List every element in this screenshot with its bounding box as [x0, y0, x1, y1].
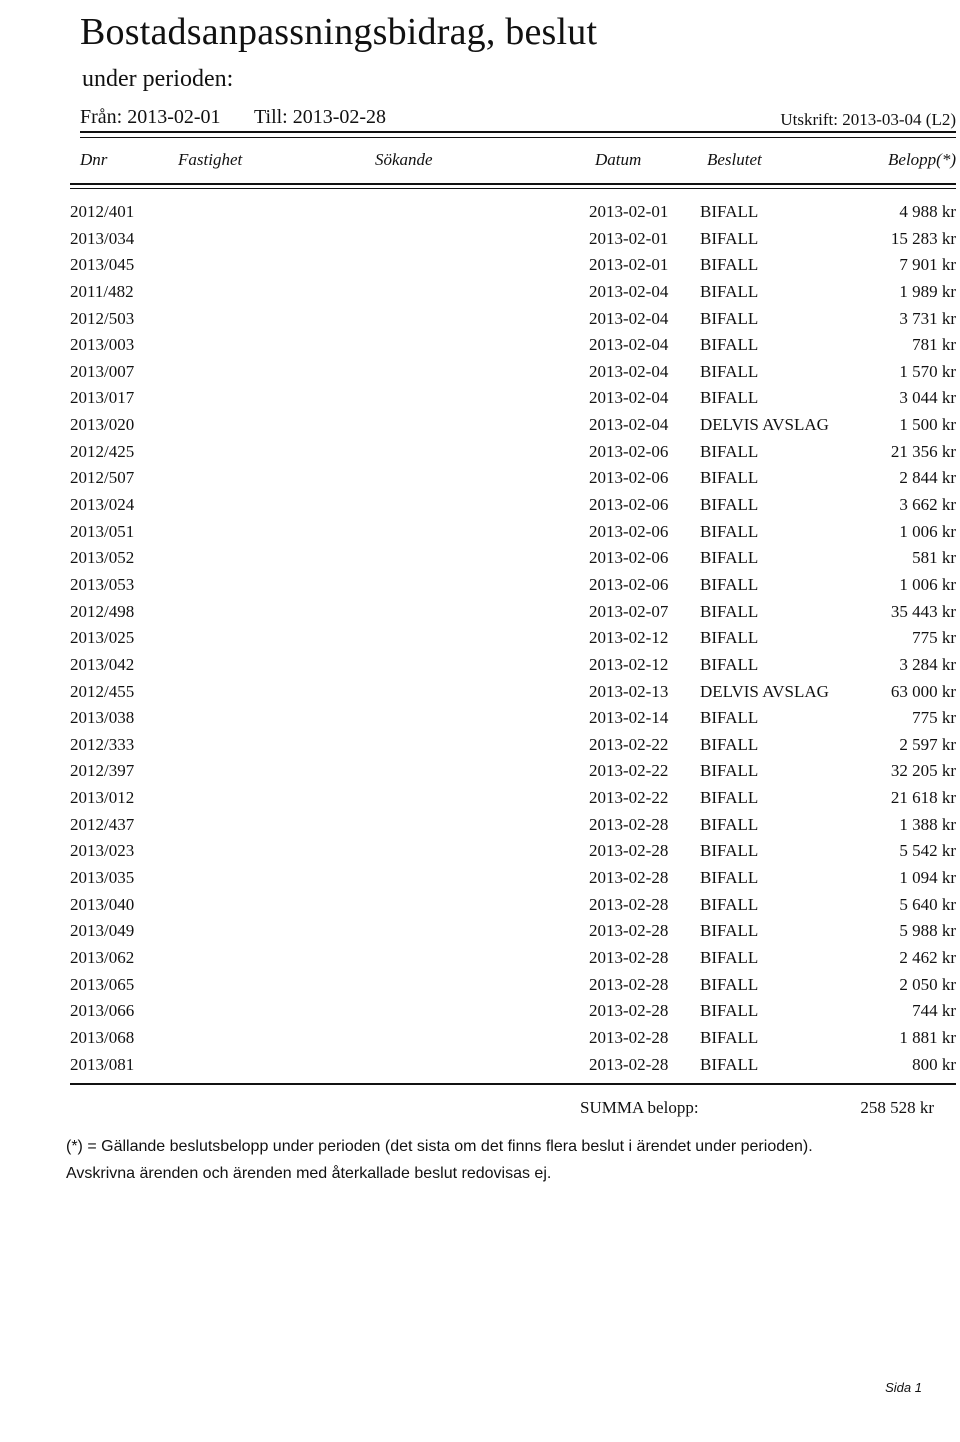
decision: DELVIS AVSLAG	[700, 415, 829, 435]
table-row	[70, 465, 956, 492]
decision: BIFALL	[700, 574, 759, 594]
case-number: 2013/003	[70, 335, 135, 355]
case-number: 2013/065	[70, 974, 135, 994]
decision: BIFALL	[700, 361, 759, 381]
decision-date: 2013-02-04	[589, 335, 669, 355]
case-number: 2012/401	[70, 202, 135, 221]
footnote-excluded-cases: Avskrivna ärenden och ärenden med återkallade beslut redovisas ej.	[66, 1165, 552, 1182]
table-row	[70, 359, 956, 386]
amount: 2 597 kr	[899, 734, 956, 754]
decision-date: 2013-02-04	[589, 388, 669, 408]
table-row	[70, 279, 956, 306]
header-sokande: Sökande	[375, 150, 433, 169]
decision: BIFALL	[700, 441, 759, 461]
amount: 35 443 kr	[890, 601, 956, 621]
decision: BIFALL	[700, 734, 759, 754]
case-number: 2013/024	[70, 495, 135, 515]
case-number: 2013/051	[70, 521, 135, 541]
case-number: 2013/081	[70, 1054, 135, 1074]
decision-date: 2013-02-28	[589, 894, 669, 914]
to-date: Till: 2013-02-28	[254, 106, 387, 128]
case-number: 2013/012	[70, 788, 135, 808]
decision-date: 2013-02-28	[589, 947, 669, 967]
decision-date: 2013-02-28	[589, 1001, 669, 1021]
amount: 775 kr	[912, 628, 956, 648]
case-number: 2013/023	[70, 841, 135, 861]
decision-date: 2013-02-06	[589, 495, 669, 515]
case-number: 2013/035	[70, 868, 135, 888]
amount: 4 988 kr	[899, 202, 956, 221]
decision: BIFALL	[700, 495, 759, 515]
amount: 1 388 kr	[899, 814, 956, 834]
decision-date: 2013-02-14	[589, 708, 669, 728]
table-row	[70, 785, 956, 812]
amount: 775 kr	[912, 708, 956, 728]
header-dnr: Dnr	[80, 150, 108, 169]
decision-date: 2013-02-04	[589, 281, 669, 301]
print-date: Utskrift: 2013-03-04 (L2)	[780, 110, 956, 129]
case-number: 2012/333	[70, 734, 135, 754]
table-row	[70, 306, 956, 333]
table-row	[70, 545, 956, 572]
header-rule-thin	[70, 188, 956, 189]
amount: 1 881 kr	[899, 1027, 956, 1047]
decision-date: 2013-02-28	[589, 814, 669, 834]
decision-date: 2013-02-12	[589, 628, 669, 648]
amount: 744 kr	[912, 1001, 956, 1021]
decision-date: 2013-02-01	[589, 202, 669, 221]
table-body	[70, 199, 956, 1078]
amount: 1 006 kr	[899, 521, 956, 541]
decision: BIFALL	[700, 548, 759, 568]
table-row	[70, 226, 956, 253]
decision: BIFALL	[700, 335, 759, 355]
table-row	[70, 332, 956, 359]
header-datum: Datum	[595, 150, 642, 169]
amount: 2 462 kr	[899, 947, 956, 967]
decision: BIFALL	[700, 1001, 759, 1021]
decision-date: 2013-02-22	[589, 734, 669, 754]
decision: BIFALL	[700, 255, 759, 275]
header-fastighet: Fastighet	[178, 150, 243, 169]
decision: BIFALL	[700, 654, 759, 674]
table-row	[70, 705, 956, 732]
decision: BIFALL	[700, 388, 759, 408]
header-rule	[70, 183, 956, 185]
amount: 1 500 kr	[899, 415, 956, 435]
decision: BIFALL	[700, 921, 759, 941]
page-title: Bostadsanpassningsbidrag, beslut	[80, 11, 598, 53]
header-beslutet: Beslutet	[707, 150, 762, 169]
case-number: 2012/455	[70, 681, 135, 701]
decision-date: 2013-02-28	[589, 1027, 669, 1047]
table-row	[70, 892, 956, 919]
table-row	[70, 625, 956, 652]
table-row	[70, 918, 956, 945]
case-number: 2013/020	[70, 415, 135, 435]
amount: 5 988 kr	[899, 921, 956, 941]
top-rule	[80, 131, 956, 133]
decision-date: 2013-02-28	[589, 868, 669, 888]
decision: BIFALL	[700, 974, 759, 994]
case-number: 2012/425	[70, 441, 135, 461]
decision-date: 2013-02-28	[589, 974, 669, 994]
table-row	[70, 838, 956, 865]
decision: BIFALL	[700, 868, 759, 888]
decision: BIFALL	[700, 788, 759, 808]
decision: BIFALL	[700, 841, 759, 861]
table-row	[70, 252, 956, 279]
decision: BIFALL	[700, 708, 759, 728]
table-row	[70, 998, 956, 1025]
amount: 781 kr	[912, 335, 956, 355]
case-number: 2013/045	[70, 255, 135, 275]
amount: 5 542 kr	[899, 841, 956, 861]
case-number: 2013/017	[70, 388, 135, 408]
decision-date: 2013-02-04	[589, 415, 669, 435]
amount: 1 094 kr	[899, 868, 956, 888]
amount: 7 901 kr	[899, 255, 956, 275]
table-row	[70, 1025, 956, 1052]
amount: 1 570 kr	[899, 361, 956, 381]
case-number: 2012/503	[70, 308, 135, 328]
amount: 1 989 kr	[899, 281, 956, 301]
sum-label: SUMMA belopp:	[580, 1098, 699, 1117]
table-row	[70, 652, 956, 679]
case-number: 2012/437	[70, 814, 135, 834]
amount: 800 kr	[912, 1054, 956, 1074]
amount: 1 006 kr	[899, 574, 956, 594]
case-number: 2013/053	[70, 574, 135, 594]
decision-date: 2013-02-06	[589, 521, 669, 541]
decision-date: 2013-02-06	[589, 441, 669, 461]
amount: 2 844 kr	[899, 468, 956, 488]
decision-date: 2013-02-22	[589, 788, 669, 808]
decision: BIFALL	[700, 228, 759, 248]
decision-date: 2013-02-01	[589, 255, 669, 275]
sum-rule	[70, 1083, 956, 1085]
decision-date: 2013-02-04	[589, 308, 669, 328]
decision-date: 2013-02-04	[589, 361, 669, 381]
amount: 5 640 kr	[899, 894, 956, 914]
decision: BIFALL	[700, 601, 759, 621]
header-belopp: Belopp(*)	[888, 150, 956, 169]
table-row	[70, 732, 956, 759]
table-row	[70, 519, 956, 546]
table-row	[70, 439, 956, 466]
amount: 2 050 kr	[899, 974, 956, 994]
decision: BIFALL	[700, 308, 759, 328]
table-row	[70, 758, 956, 785]
case-number: 2012/498	[70, 601, 135, 621]
table-row	[70, 812, 956, 839]
table-row	[70, 679, 956, 706]
amount: 32 205 kr	[890, 761, 956, 781]
table-row	[70, 865, 956, 892]
case-number: 2013/038	[70, 708, 135, 728]
case-number: 2012/397	[70, 761, 135, 781]
amount: 3 044 kr	[899, 388, 956, 408]
decision-date: 2013-02-06	[589, 574, 669, 594]
table-row	[70, 599, 956, 626]
decision: BIFALL	[700, 947, 759, 967]
table-row	[70, 945, 956, 972]
case-number: 2013/042	[70, 654, 135, 674]
table-header	[70, 150, 956, 178]
amount: 3 662 kr	[899, 495, 956, 515]
decision-date: 2013-02-28	[589, 921, 669, 941]
decision: DELVIS AVSLAG	[700, 681, 829, 701]
decision: BIFALL	[700, 761, 759, 781]
table-row	[70, 572, 956, 599]
case-number: 2013/062	[70, 947, 135, 967]
decision-date: 2013-02-13	[589, 681, 669, 701]
amount: 3 284 kr	[899, 654, 956, 674]
case-number: 2013/034	[70, 228, 135, 248]
sum-amount: 258 528 kr	[860, 1098, 934, 1117]
table-row	[70, 385, 956, 412]
decision: BIFALL	[700, 281, 759, 301]
case-number: 2011/482	[70, 281, 134, 301]
table-row	[70, 492, 956, 519]
amount: 581 kr	[912, 548, 956, 568]
amount: 21 356 kr	[890, 441, 956, 461]
case-number: 2013/052	[70, 548, 135, 568]
table-row	[70, 412, 956, 439]
top-rule-thin	[80, 137, 956, 138]
decision: BIFALL	[700, 202, 759, 221]
from-date: Från: 2013-02-01	[80, 106, 221, 128]
case-number: 2013/066	[70, 1001, 135, 1021]
decision: BIFALL	[700, 814, 759, 834]
table-row	[70, 199, 956, 226]
decision: BIFALL	[700, 468, 759, 488]
decision-date: 2013-02-28	[589, 1054, 669, 1074]
decision: BIFALL	[700, 521, 759, 541]
page-number: Sida 1	[885, 1380, 922, 1395]
case-number: 2013/025	[70, 628, 135, 648]
date-range-line	[80, 104, 956, 132]
case-number: 2012/507	[70, 468, 135, 488]
amount: 3 731 kr	[899, 308, 956, 328]
decision-date: 2013-02-12	[589, 654, 669, 674]
decision-date: 2013-02-06	[589, 548, 669, 568]
period-label: under perioden:	[82, 66, 234, 92]
decision: BIFALL	[700, 1027, 759, 1047]
decision-date: 2013-02-28	[589, 841, 669, 861]
case-number: 2013/040	[70, 894, 135, 914]
amount: 21 618 kr	[890, 788, 956, 808]
footnote-current-amount: (*) = Gällande beslutsbelopp under perioden (det sista om det finns flera beslut i ärendet under perioden).	[66, 1138, 813, 1155]
decision: BIFALL	[700, 1054, 759, 1074]
table-row	[70, 1052, 956, 1079]
amount: 15 283 kr	[890, 228, 956, 248]
case-number: 2013/068	[70, 1027, 135, 1047]
decision-date: 2013-02-01	[589, 228, 669, 248]
decision: BIFALL	[700, 894, 759, 914]
decision-date: 2013-02-07	[589, 601, 669, 621]
amount: 63 000 kr	[890, 681, 956, 701]
case-number: 2013/049	[70, 921, 135, 941]
decision: BIFALL	[700, 628, 759, 648]
case-number: 2013/007	[70, 361, 135, 381]
decision-date: 2013-02-06	[589, 468, 669, 488]
decision-date: 2013-02-22	[589, 761, 669, 781]
table-row	[70, 972, 956, 999]
